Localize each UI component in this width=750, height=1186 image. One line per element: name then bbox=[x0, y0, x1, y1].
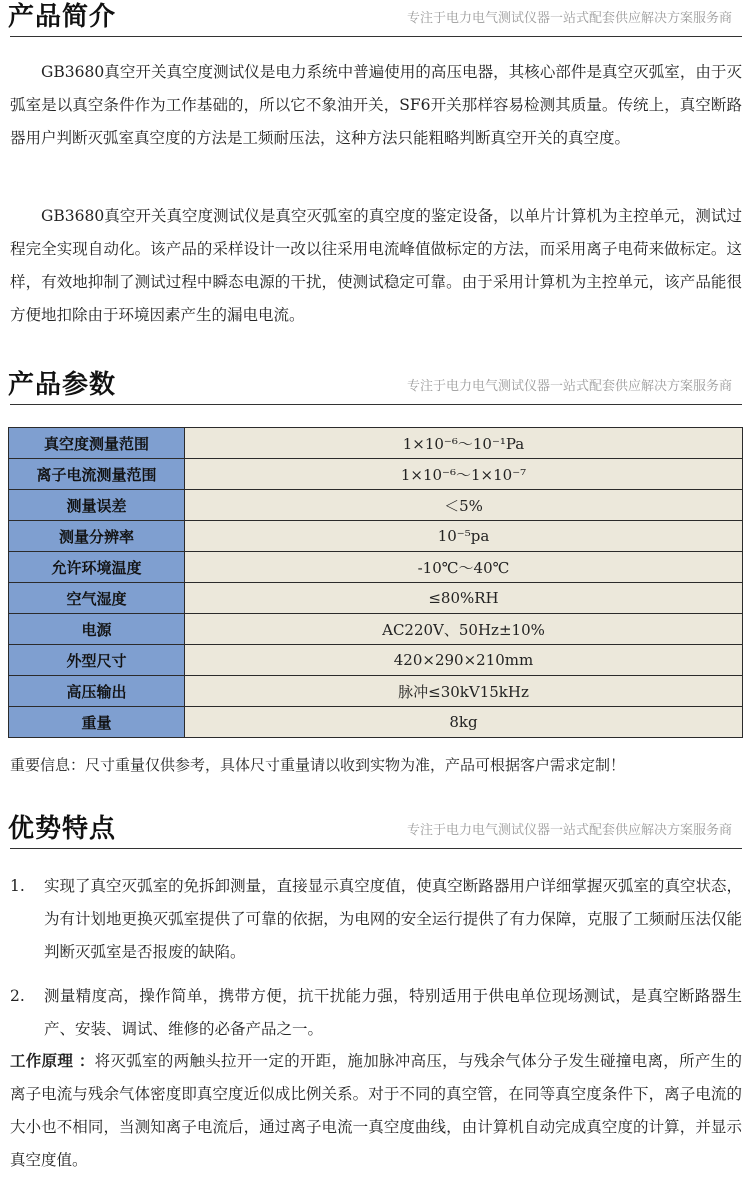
working-principle-label: 工作原理 ： bbox=[10, 1052, 95, 1070]
intro-paragraph-1: GB3680真空开关真空度测试仪是电力系统中普遍使用的高压电器，其核心部件是真空灭弧室，由于灭弧室是以真空条件作为工作基础的，所以它不象油开关，SF6开关那样容易检测其质量。传统上，真空断路器用户判断灭弧室真空度的方法是工频耐压法，这种方法只能粗略判断真空开关的真空度。 bbox=[10, 63, 742, 147]
param-label: 测量分辨率 bbox=[9, 521, 185, 552]
param-value: ≤80%RH bbox=[185, 583, 743, 614]
param-value: 1×10⁻⁶～1×10⁻⁷ bbox=[185, 459, 743, 490]
advantages-section-slogan: 专注于电力电气测试仪器一站式配套供应解决方案服务商 bbox=[406, 823, 732, 838]
intro-section-slogan: 专注于电力电气测试仪器一站式配套供应解决方案服务商 bbox=[406, 11, 732, 26]
param-label: 空气湿度 bbox=[9, 583, 185, 614]
params-table bbox=[8, 427, 743, 738]
param-value: 420×290×210mm bbox=[185, 645, 743, 676]
advantage-text: 实现了真空灭弧室的免拆卸测量，直接显示真空度值，使真空断路器用户详细掌握灭弧室的真空状态，为有计划地更换灭弧室提供了可靠的依据，为电网的安全运行提供了有力保障，克服了工频耐压法仅能判断灭弧室是否报废的缺陷。 bbox=[44, 877, 742, 961]
param-value: -10℃～40℃ bbox=[185, 552, 743, 583]
advantage-item-1 bbox=[10, 870, 742, 969]
table-row bbox=[9, 428, 743, 459]
params-section-header bbox=[0, 368, 750, 406]
important-note: 重要信息：尺寸重量仅供参考，具体尺寸重量请以收到实物为准，产品可根据客户需求定制！ bbox=[10, 756, 626, 774]
intro-section-title: 产品简介 bbox=[8, 2, 117, 32]
advantages-section-divider bbox=[10, 848, 742, 849]
table-row bbox=[9, 552, 743, 583]
table-row bbox=[9, 583, 743, 614]
param-value: AC220V、50Hz±10% bbox=[185, 614, 743, 645]
param-label: 离子电流测量范围 bbox=[9, 459, 185, 490]
param-label: 真空度测量范围 bbox=[9, 428, 185, 459]
advantage-number: 2. bbox=[10, 987, 25, 1005]
param-value: 1×10⁻⁶～10⁻¹Pa bbox=[185, 428, 743, 459]
working-principle bbox=[10, 1045, 742, 1177]
table-row bbox=[9, 614, 743, 645]
intro-section-divider bbox=[10, 36, 742, 37]
table-row bbox=[9, 521, 743, 552]
intro-section-header bbox=[0, 0, 750, 38]
param-label: 高压输出 bbox=[9, 676, 185, 707]
param-value: ＜5% bbox=[185, 490, 743, 521]
table-row bbox=[9, 707, 743, 738]
advantages-section-title: 优势特点 bbox=[8, 814, 117, 844]
table-row bbox=[9, 490, 743, 521]
params-section-title: 产品参数 bbox=[8, 370, 117, 400]
advantage-text: 测量精度高，操作简单，携带方便，抗干扰能力强，特别适用于供电单位现场测试，是真空断路器生产、安装、调试、维修的必备产品之一。 bbox=[44, 987, 742, 1038]
advantages-section-header bbox=[0, 812, 750, 850]
working-principle-text: 将灭弧室的两触头拉开一定的开距，施加脉冲高压，与残余气体分子发生碰撞电离，所产生的离子电流与残余气体密度即真空度近似成比例关系。对于不同的真空管，在同等真空度条件下，离子电流的大小也不相同，当测知离子电流后，通过离子电流一真空度曲线，由计算机自动完成真空度的计算，并显示真空度值。 bbox=[10, 1052, 742, 1169]
table-row bbox=[9, 645, 743, 676]
table-row bbox=[9, 676, 743, 707]
param-label: 外型尺寸 bbox=[9, 645, 185, 676]
params-section-divider bbox=[10, 404, 742, 405]
param-value: 10⁻⁵pa bbox=[185, 521, 743, 552]
intro-paragraph-2: GB3680真空开关真空度测试仪是真空灭弧室的真空度的鉴定设备，以单片计算机为主控单元，测试过程完全实现自动化。该产品的采样设计一改以往采用电流峰值做标定的方法，而采用离子电荷来做标定。这样，有效地抑制了测试过程中瞬态电源的干扰，使测试稳定可靠。由于采用计算机为主控单元，该产品能很方便地扣除由于环境因素产生的漏电电流。 bbox=[10, 207, 742, 324]
advantage-item-2 bbox=[10, 980, 742, 1046]
advantage-number: 1. bbox=[10, 877, 25, 895]
param-label: 允许环境温度 bbox=[9, 552, 185, 583]
params-section-slogan: 专注于电力电气测试仪器一站式配套供应解决方案服务商 bbox=[406, 379, 732, 394]
param-label: 电源 bbox=[9, 614, 185, 645]
param-value: 8kg bbox=[185, 707, 743, 738]
param-label: 测量误差 bbox=[9, 490, 185, 521]
table-row bbox=[9, 459, 743, 490]
param-label: 重量 bbox=[9, 707, 185, 738]
param-value: 脉冲≤30kV15kHz bbox=[185, 676, 743, 707]
